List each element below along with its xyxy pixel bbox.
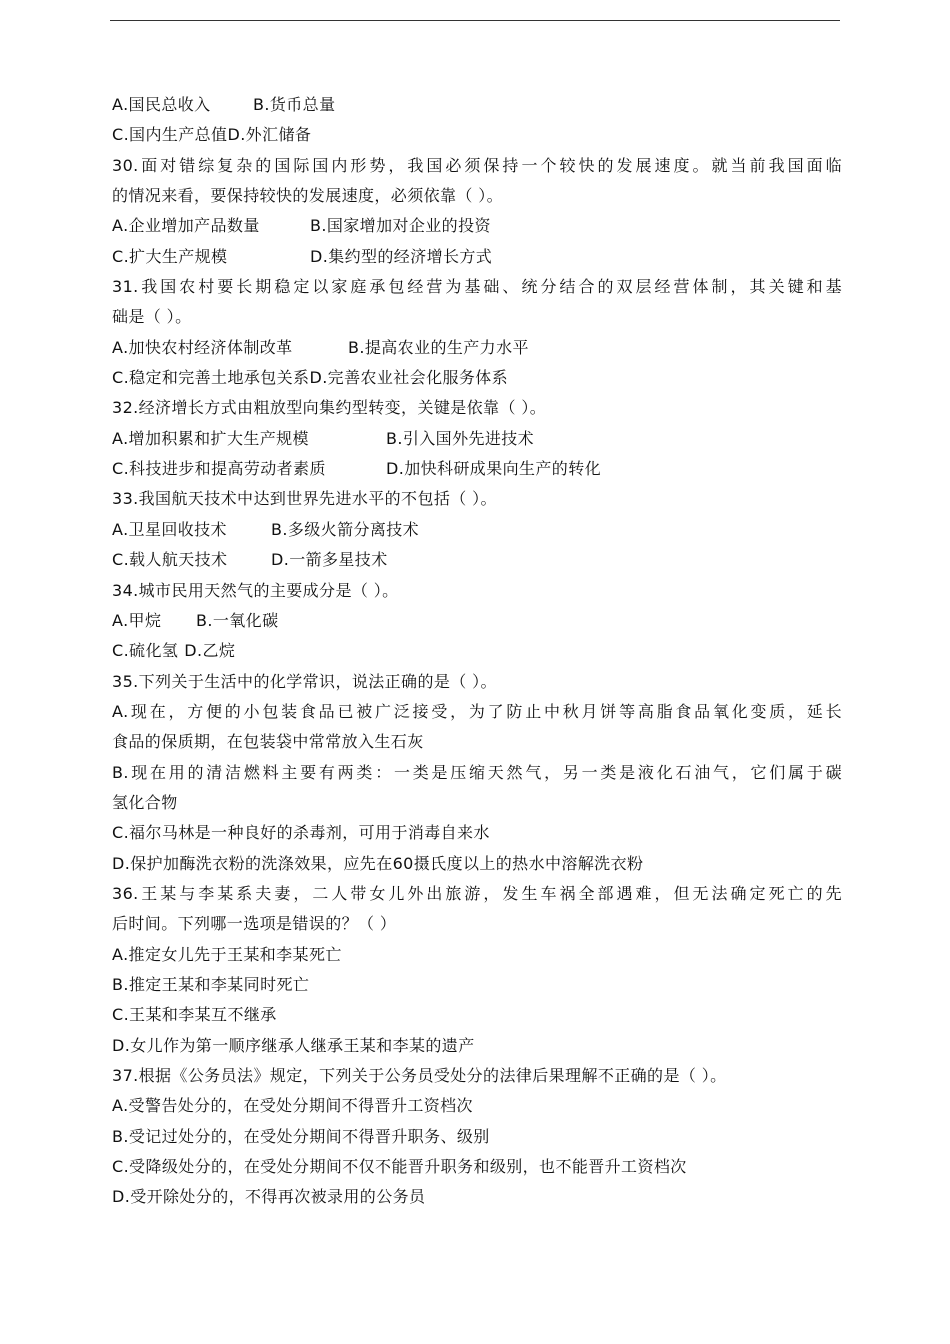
q32-option-a: A.增加积累和扩大生产规模 bbox=[112, 428, 309, 448]
q32-options-row-1 bbox=[112, 424, 842, 454]
q31-option-c: C.稳定和完善土地承包关系 bbox=[112, 368, 310, 388]
q31-option-a: A.加快农村经济体制改革 bbox=[112, 337, 293, 357]
q37-option-c: C.受降级处分的，在受处分期间不仅不能晋升职务和级别，也不能晋升工资档次 bbox=[112, 1157, 687, 1177]
q33-stem: 33.我国航天技术中达到世界先进水平的不包括（ ）。 bbox=[112, 489, 497, 509]
q31-options-row-2 bbox=[112, 363, 842, 393]
q33-option-c: C.载人航天技术 bbox=[112, 550, 228, 570]
q36-stem-line-1: 36.王某与李某系夫妻，二人带女儿外出旅游，发生车祸全部遇难，但无法确定死亡的先 bbox=[112, 883, 842, 903]
q34-option-c: C.硫化氢 bbox=[112, 641, 179, 661]
q35-option-c: C.福尔马林是一种良好的杀毒剂，可用于消毒自来水 bbox=[112, 823, 490, 843]
q37-option-a: A.受警告处分的，在受处分期间不得晋升工资档次 bbox=[112, 1096, 473, 1116]
q35-option-a-line-1: A.现在，方便的小包装食品已被广泛接受，为了防止中秋月饼等高脂食品氧化变质，延长 bbox=[112, 701, 842, 721]
q29-option-c: C.国内生产总值 bbox=[112, 125, 228, 145]
q36-option-b: B.推定王某和李某同时死亡 bbox=[112, 974, 310, 994]
q30-option-b: B.国家增加对企业的投资 bbox=[310, 216, 491, 236]
q30-stem-line-1: 30.面对错综复杂的国际国内形势，我国必须保持一个较快的发展速度。就当前我国面临 bbox=[112, 155, 842, 175]
q34-option-d: D.乙烷 bbox=[184, 641, 236, 661]
q36-option-a: A.推定女儿先于王某和李某死亡 bbox=[112, 944, 342, 964]
q29-options-row-2 bbox=[112, 120, 842, 150]
q35-option-a-line-2: 食品的保质期，在包装袋中常常放入生石灰 bbox=[112, 732, 424, 752]
q34-options-row-1 bbox=[112, 606, 842, 636]
q32-stem: 32.经济增长方式由粗放型向集约型转变，关键是依靠（ ）。 bbox=[112, 398, 547, 418]
q36-option-c: C.王某和李某互不继承 bbox=[112, 1005, 277, 1025]
q31-stem-line-2: 础是（ ）。 bbox=[112, 307, 192, 327]
q33-options-row-1 bbox=[112, 515, 842, 545]
q32-option-c: C.科技进步和提高劳动者素质 bbox=[112, 459, 326, 479]
q30-options-row-2 bbox=[112, 242, 842, 272]
q36-option-d: D.女儿作为第一顺序继承人继承王某和李某的遗产 bbox=[112, 1035, 475, 1055]
q35-option-d: D.保护加酶洗衣粉的洗涤效果，应先在60摄氏度以上的热水中溶解洗衣粉 bbox=[112, 853, 644, 873]
q33-option-d: D.一箭多星技术 bbox=[271, 550, 388, 570]
q33-options-row-2 bbox=[112, 545, 842, 575]
q34-option-b: B.一氧化碳 bbox=[196, 610, 279, 630]
q37-option-d: D.受开除处分的，不得再次被录用的公务员 bbox=[112, 1187, 426, 1207]
q35-option-b-line-1: B.现在用的清洁燃料主要有两类：一类是压缩天然气，另一类是液化石油气，它们属于碳 bbox=[112, 762, 842, 782]
q36-stem-line-2: 后时间。下列哪一选项是错误的？（ ） bbox=[112, 914, 397, 934]
q30-option-d: D.集约型的经济增长方式 bbox=[310, 246, 493, 266]
q35-stem: 35.下列关于生活中的化学常识，说法正确的是（ ）。 bbox=[112, 671, 497, 691]
q31-stem-line-1: 31.我国农村要长期稳定以家庭承包经营为基础、统分结合的双层经营体制，其关键和基 bbox=[112, 277, 842, 297]
q32-option-b: B.引入国外先进技术 bbox=[386, 428, 535, 448]
q30-stem-line-2: 的情况来看，要保持较快的发展速度，必须依靠（ ）。 bbox=[112, 186, 504, 206]
q32-options-row-2 bbox=[112, 454, 842, 484]
q34-options-row-2 bbox=[112, 636, 842, 666]
q29-options-row-1 bbox=[112, 90, 842, 120]
q32-option-d: D.加快科研成果向生产的转化 bbox=[386, 459, 602, 479]
q37-stem: 37.根据《公务员法》规定，下列关于公务员受处分的法律后果理解不正确的是（ ）。 bbox=[112, 1066, 727, 1085]
q29-option-b: B.货币总量 bbox=[253, 95, 336, 114]
q34-option-a: A.甲烷 bbox=[112, 610, 162, 630]
question-list bbox=[112, 90, 842, 1213]
q31-option-d: D.完善农业社会化服务体系 bbox=[309, 368, 509, 388]
q29-option-d: D.外汇储备 bbox=[227, 125, 312, 145]
q33-option-b: B.多级火箭分离技术 bbox=[271, 519, 420, 539]
q30-option-c: C.扩大生产规模 bbox=[112, 246, 228, 266]
q33-option-a: A.卫星回收技术 bbox=[112, 519, 227, 539]
q30-options-row-1 bbox=[112, 211, 842, 241]
header-rule bbox=[110, 20, 840, 21]
q29-option-a: A.国民总收入 bbox=[112, 95, 211, 114]
q31-option-b: B.提高农业的生产力水平 bbox=[348, 337, 529, 357]
q31-options-row-1 bbox=[112, 333, 842, 363]
q30-option-a: A.企业增加产品数量 bbox=[112, 216, 260, 236]
q34-stem: 34.城市民用天然气的主要成分是（ ）。 bbox=[112, 580, 399, 600]
q37-option-b: B.受记过处分的，在受处分期间不得晋升职务、级别 bbox=[112, 1126, 490, 1146]
q35-option-b-line-2: 氢化合物 bbox=[112, 792, 178, 812]
